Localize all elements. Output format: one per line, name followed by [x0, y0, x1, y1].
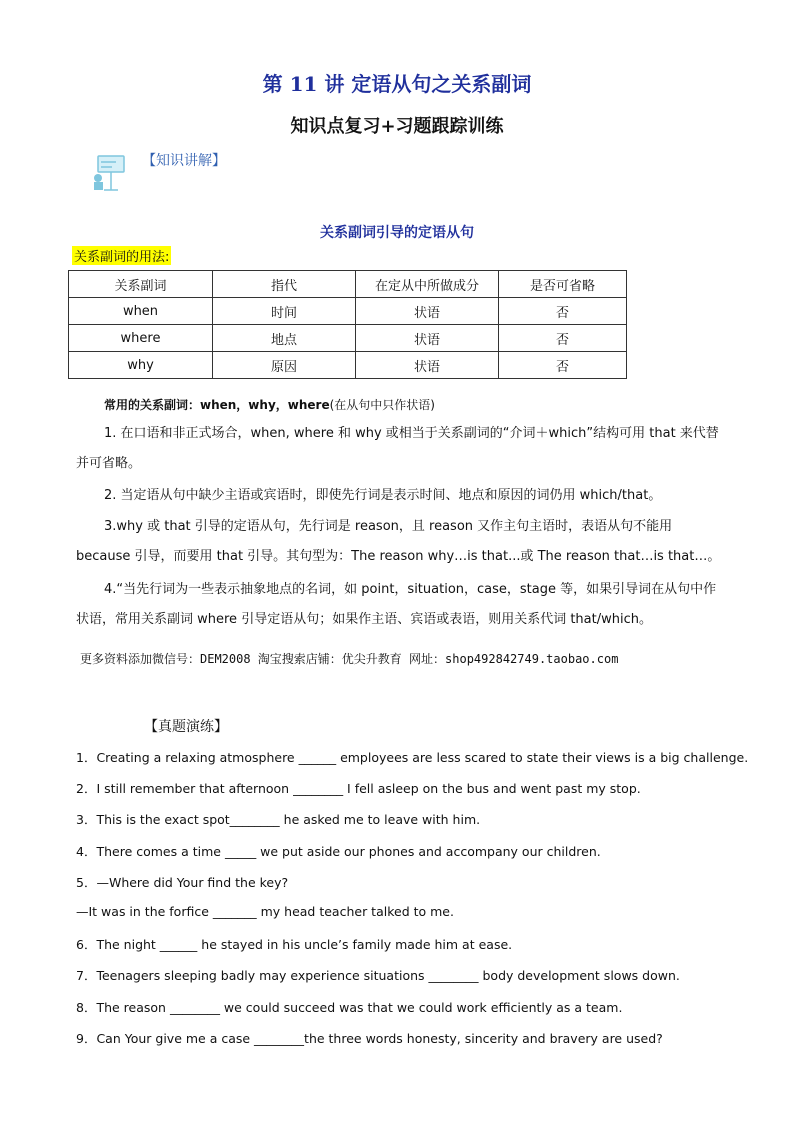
question-item: 8．The reason ________ we could succeed was that we could work efficiently as a team.: [76, 1000, 623, 1015]
table-header-cell: 指代: [213, 271, 356, 298]
table-cell: 时间: [213, 298, 356, 325]
rule-paragraph-2: 2. 当定语从句中缺少主语或宾语时，即使先行词是表示时间、地点和原因的词仍用 which/that。: [104, 488, 662, 503]
question-item: 1．Creating a relaxing atmosphere ______ employees are less scared to state their views is a big challenge.: [76, 750, 749, 765]
table-header-cell: 在定从中所做成分: [356, 271, 499, 298]
table-cell: where: [69, 325, 213, 352]
question-item: 4．There comes a time _____ we put aside our phones and accompany our children.: [76, 844, 601, 859]
table-cell: 否: [499, 325, 627, 352]
question-item: 9．Can Your give me a case ________the three words honesty, sincerity and bravery are used?: [76, 1031, 663, 1046]
table-row: [69, 325, 627, 352]
rule-paragraph-1: 1. 在口语和非正式场合，when, where 和 why 或相当于关系副词的“介词＋which”结构可用 that 来代替并可省略。: [76, 426, 719, 471]
question-item: 7．Teenagers sleeping badly may experience situations ________ body development slows down.: [76, 968, 680, 983]
ad-line: 更多资料添加微信号：DEM2008 淘宝搜索店铺：优尖升教育 网址：shop492842749.taobao.com: [80, 652, 619, 666]
rule-paragraph-3: 3.why 或 that 引导的定语从句，先行词是 reason，且 reason 又作主句主语时，表语从句不能用 because 引导，而要用 that 引导。其句型为：The reason why…is that...或 The reason that…is that…。: [76, 519, 721, 564]
page-subtitle: 知识点复习+习题跟踪训练: [290, 116, 504, 137]
table-cell: 原因: [213, 352, 356, 379]
table-row: [69, 352, 627, 379]
question-item: 5．—Where did Your find the key?: [76, 875, 289, 890]
question-item: 3．This is the exact spot________ he asked me to leave with him.: [76, 812, 481, 827]
page-title: 第 11 讲 定语从句之关系副词: [262, 72, 532, 96]
table-header-row: [69, 271, 627, 298]
knowledge-section-heading: 【知识讲解】: [142, 153, 226, 169]
usage-label: 关系副词的用法:: [72, 246, 171, 265]
common-adverbs-note: [104, 396, 435, 413]
table-row: [69, 298, 627, 325]
question-item: 2．I still remember that afternoon ________ I fell asleep on the bus and went past my stop.: [76, 781, 641, 796]
lecture-icon: [90, 150, 134, 192]
table-cell: 状语: [356, 298, 499, 325]
exercise-section-heading: 【真题演练】: [144, 719, 228, 735]
common-adverbs-bold: 常用的关系副词：when，why，where: [104, 398, 330, 412]
clause-heading: 关系副词引导的定语从句: [320, 225, 474, 241]
question-item: 6．The night ______ he stayed in his uncle’s family made him at ease.: [76, 937, 513, 952]
table-header-cell: 关系副词: [69, 271, 213, 298]
table-cell: 地点: [213, 325, 356, 352]
table-cell: 否: [499, 298, 627, 325]
table-cell: why: [69, 352, 213, 379]
relative-adverb-table: [68, 270, 627, 379]
table-cell: when: [69, 298, 213, 325]
table-cell: 否: [499, 352, 627, 379]
table-cell: 状语: [356, 352, 499, 379]
rule-paragraph-4: 4.“当先行词为一些表示抽象地点的名词，如 point，situation，case，stage 等，如果引导词在从句中作状语，常用关系副词 where 引导定语从句；如果作主语、宾语或表语，则用关系代词 that/which。: [76, 582, 717, 627]
question-item: —It was in the forfice _______ my head teacher talked to me.: [76, 904, 454, 919]
table-header-cell: 是否可省略: [499, 271, 627, 298]
table-cell: 状语: [356, 325, 499, 352]
common-adverbs-rest: (在从句中只作状语): [329, 398, 435, 412]
